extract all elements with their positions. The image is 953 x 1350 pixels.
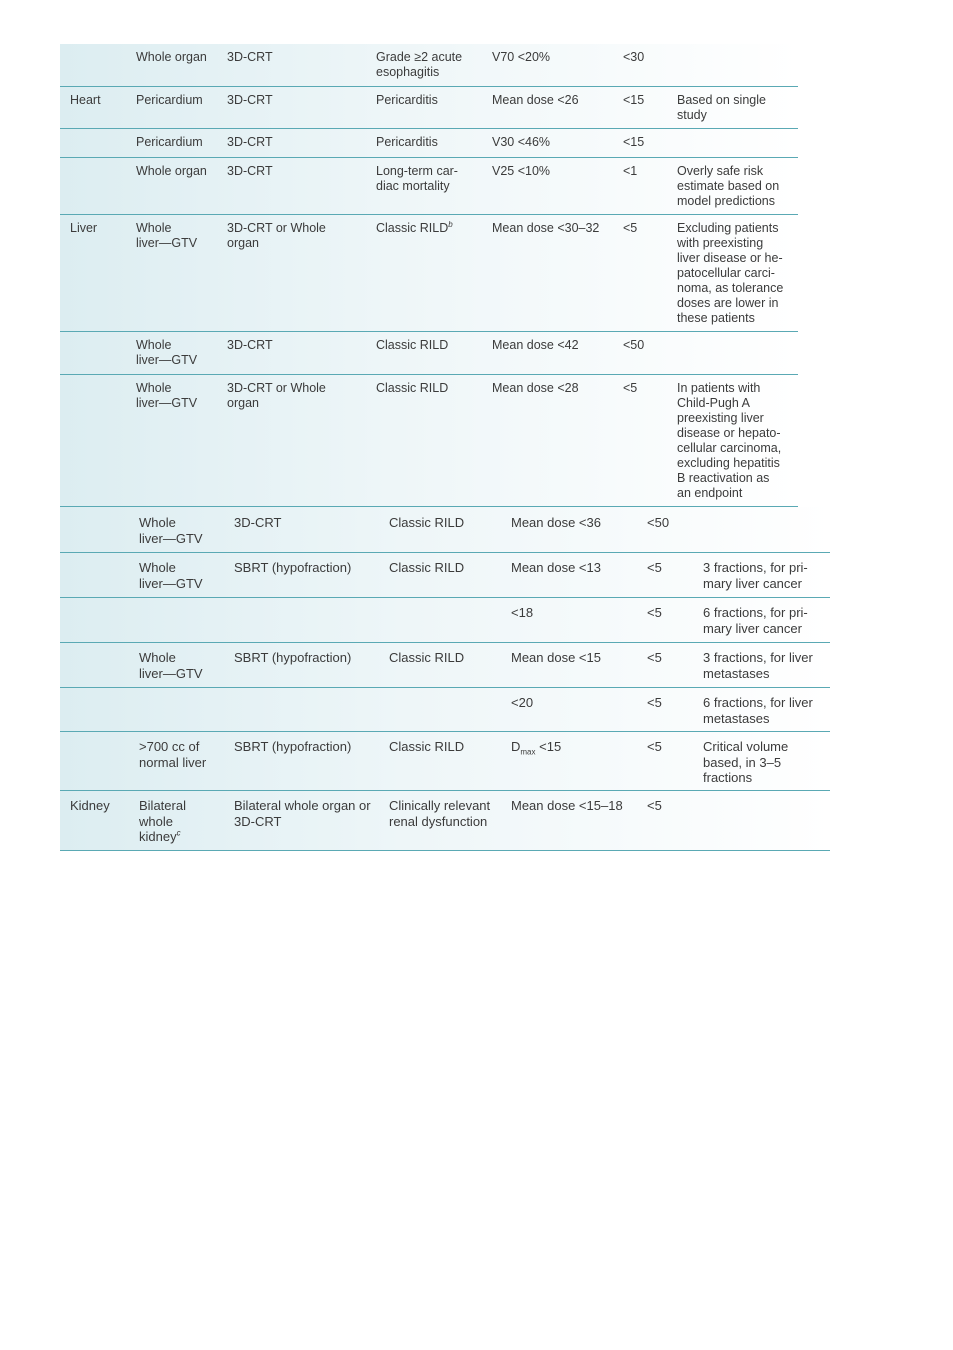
dose-cell: V25 <10% xyxy=(492,164,551,178)
endpoint-cell: Clinically relevant renal dysfunction xyxy=(389,798,491,829)
endpoint-cell: Classic RILD xyxy=(376,338,449,352)
volume-cell: >700 cc of normal liver xyxy=(139,739,207,770)
irradiation-cell: 3D-CRT xyxy=(227,338,273,352)
endpoint-cell: Classic RILD xyxy=(376,381,449,395)
irradiation-cell: 3D-CRT xyxy=(234,515,282,530)
dose-cell: Mean dose <26 xyxy=(492,93,579,107)
volume-cell: Whole liver—GTV xyxy=(139,650,203,681)
rate-cell: <15 xyxy=(623,93,645,107)
volume-cell xyxy=(139,798,186,845)
notes-cell: Based on single study xyxy=(677,93,766,122)
rate-cell: <5 xyxy=(647,695,662,710)
table-row xyxy=(60,598,830,643)
endpoint-cell: Pericarditis xyxy=(376,135,438,149)
organ-cell: Liver xyxy=(70,221,98,235)
table-row xyxy=(60,791,830,851)
dose-prefix: D xyxy=(511,739,521,754)
table-row xyxy=(60,375,798,507)
volume-cell: Whole liver—GTV xyxy=(136,221,198,250)
notes-cell: Critical volume based, in 3–5 fractions xyxy=(703,739,789,785)
endpoint-cell: Long-term car- diac mortality xyxy=(376,164,458,193)
table-row xyxy=(60,332,798,375)
endpoint-cell: Classic RILD xyxy=(389,739,465,754)
volume-cell: Pericardium xyxy=(136,93,203,107)
notes-cell: Overly safe risk estimate based on model predictions xyxy=(677,164,780,208)
notes-cell: 6 fractions, for pri- mary liver cancer xyxy=(703,605,808,636)
rate-cell: <5 xyxy=(647,605,662,620)
notes-cell: In patients with Child-Pugh A preexisting liver disease or hepato- cellular carcinoma, excluding hepatitis B reactivation as an endpoint xyxy=(677,381,782,500)
dose-cell: <20 xyxy=(511,695,534,710)
table-row xyxy=(60,553,830,598)
irradiation-cell: 3D-CRT xyxy=(227,164,273,178)
table-row xyxy=(60,87,798,129)
irradiation-cell: 3D-CRT xyxy=(227,93,273,107)
irradiation-cell: SBRT (hypofraction) xyxy=(234,739,352,754)
rate-cell: <30 xyxy=(623,50,645,64)
volume-cell: Pericardium xyxy=(136,135,203,149)
dose-cell: Mean dose <28 xyxy=(492,381,579,395)
organ-cell: Kidney xyxy=(70,798,110,813)
notes-cell: 3 fractions, for liver metastases xyxy=(703,650,813,681)
volume-cell: Whole liver—GTV xyxy=(139,560,203,591)
organ-cell: Heart xyxy=(70,93,101,107)
irradiation-cell: SBRT (hypofraction) xyxy=(234,650,352,665)
dose-cell: Mean dose <30–32 xyxy=(492,221,600,235)
notes-cell: 6 fractions, for liver metastases xyxy=(703,695,813,726)
table-row xyxy=(60,44,798,87)
rate-cell: <15 xyxy=(623,135,645,149)
table-row xyxy=(60,643,830,688)
irradiation-cell: 3D-CRT xyxy=(227,50,273,64)
volume-cell: Whole organ xyxy=(136,164,207,178)
dose-cell: Mean dose <42 xyxy=(492,338,579,352)
table-row xyxy=(60,507,830,553)
endpoint-cell: Pericarditis xyxy=(376,93,438,107)
volume-text: Bilateral whole kidney xyxy=(139,798,186,844)
dose-cell: V30 <46% xyxy=(492,135,551,149)
dose-cell: <18 xyxy=(511,605,534,620)
notes-cell: Excluding patients with preexisting liver disease or he- patocellular carci- noma, as tolerance doses are lower in these patients xyxy=(677,221,784,325)
irradiation-cell: 3D-CRT or Whole organ xyxy=(227,381,326,410)
volume-cell: Whole liver—GTV xyxy=(139,515,203,546)
dose-cell xyxy=(511,739,561,755)
endpoint-text: Classic RILD xyxy=(376,221,449,235)
rate-cell: <5 xyxy=(647,739,662,754)
endpoint-cell: Classic RILD xyxy=(389,515,465,530)
dose-text: <15 xyxy=(535,739,562,754)
table-row xyxy=(60,129,798,158)
notes-cell: 3 fractions, for pri- mary liver cancer xyxy=(703,560,808,591)
irradiation-cell: 3D-CRT or Whole organ xyxy=(227,221,326,250)
endpoint-cell xyxy=(376,221,453,236)
dose-subscript: max xyxy=(520,747,536,757)
dose-cell: V70 <20% xyxy=(492,50,551,64)
irradiation-cell: SBRT (hypofraction) xyxy=(234,560,352,575)
dose-cell: Mean dose <13 xyxy=(511,560,601,575)
dose-cell: Mean dose <15 xyxy=(511,650,601,665)
endpoint-cell: Grade ≥2 acute esophagitis xyxy=(376,50,463,79)
endpoint-cell: Classic RILD xyxy=(389,560,465,575)
footnote-marker: b xyxy=(448,219,453,229)
rate-cell: <5 xyxy=(623,381,638,395)
table-row xyxy=(60,158,798,215)
table-row xyxy=(60,732,830,791)
rate-cell: <5 xyxy=(647,650,662,665)
dose-cell: Mean dose <36 xyxy=(511,515,601,530)
table-row xyxy=(60,215,798,332)
rate-cell: <5 xyxy=(647,560,662,575)
irradiation-cell: 3D-CRT xyxy=(227,135,273,149)
rate-cell: <50 xyxy=(647,515,670,530)
table-row xyxy=(60,688,830,732)
endpoint-cell: Classic RILD xyxy=(389,650,465,665)
irradiation-cell: Bilateral whole organ or 3D-CRT xyxy=(234,798,371,829)
volume-cell: Whole liver—GTV xyxy=(136,381,198,410)
rate-cell: <5 xyxy=(623,221,638,235)
volume-cell: Whole liver—GTV xyxy=(136,338,198,367)
rate-cell: <5 xyxy=(647,798,662,813)
dose-cell: Mean dose <15–18 xyxy=(511,798,623,813)
rate-cell: <50 xyxy=(623,338,645,352)
footnote-marker: c xyxy=(176,828,181,838)
volume-cell: Whole organ xyxy=(136,50,207,64)
rate-cell: <1 xyxy=(623,164,638,178)
